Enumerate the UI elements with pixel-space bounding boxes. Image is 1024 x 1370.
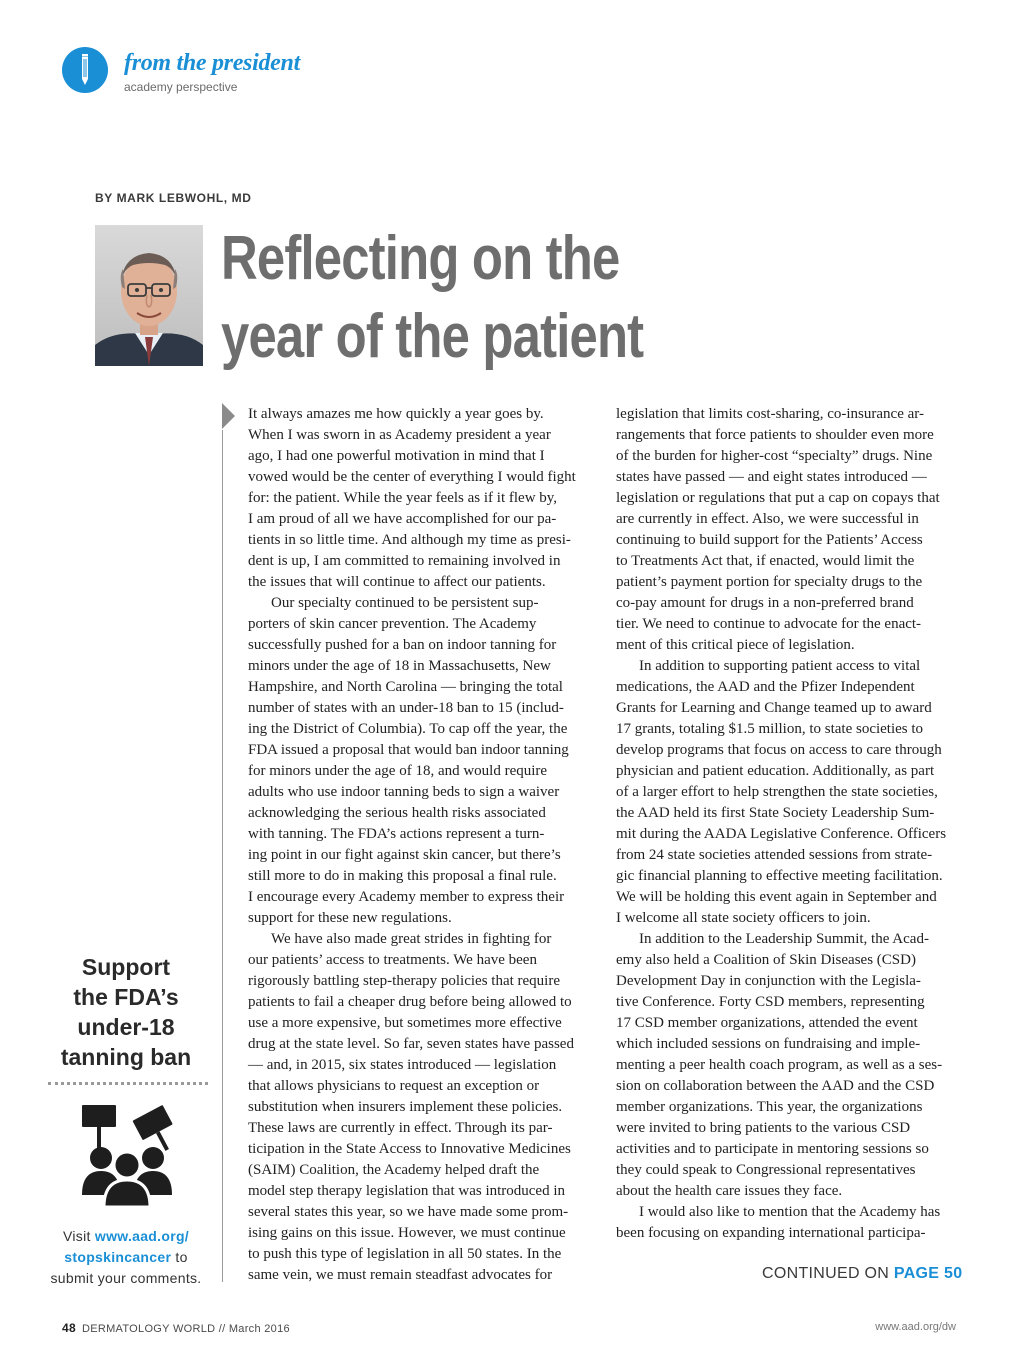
body-text-line: Development Day in conjunction with the Legisla- <box>616 973 921 989</box>
body-text-line: minors under the age of 18 in Massachusetts, New <box>248 658 551 674</box>
body-text-line: patient’s payment portion for specialty drugs to the <box>616 574 923 590</box>
body-text-line: states have passed — and eight states introduced — <box>616 469 927 485</box>
cta-link[interactable]: www.aad.org/ <box>94 1228 189 1244</box>
body-text-line: for: the patient. While the year feels as if it flew by, <box>248 490 558 506</box>
body-text-line: Our specialty continued to be persistent sup- <box>271 595 539 611</box>
body-text-line: co-pay amount for drugs in a non-preferred brand <box>616 595 914 611</box>
body-text-line: rigorously battling step-therapy policies that require <box>248 973 560 989</box>
body-text-line: to push this type of legislation in all 50 states. In the <box>248 1246 562 1262</box>
triangle-marker-icon <box>222 403 235 429</box>
body-text-line: menting a peer health coach program, as well as a ses- <box>616 1057 943 1073</box>
body-text-line: activities and to participate in mentoring sessions so <box>616 1141 929 1157</box>
footer-left <box>62 1321 290 1335</box>
cta-suffix: submit your comments. <box>50 1270 202 1286</box>
body-text-line: porters of skin cancer prevention. The Academy <box>248 616 537 632</box>
body-text-line: — and, in 2015, six states introduced — legislation <box>248 1057 557 1073</box>
body-text-line: ising gains on this issue. However, we must continue <box>248 1225 566 1241</box>
sidebar-title-line: Support <box>81 954 171 980</box>
body-text-line: that allows physicians to request an exception or <box>248 1078 540 1094</box>
body-text-line: the AAD held its first State Society Leadership Sum- <box>616 805 935 821</box>
cta-suffix: to <box>171 1249 188 1265</box>
body-text-line: vowed would be the center of everything I would fight <box>248 469 576 485</box>
publication-name: DERMATOLOGY WORLD // March 2016 <box>81 1323 290 1335</box>
continued-notice <box>762 1265 962 1283</box>
body-text-line: We have also made great strides in fighting for <box>271 931 552 947</box>
body-text-line: physician and patient education. Additionally, as part <box>616 763 935 779</box>
body-text-line: number of states with an under-18 ban to 15 (includ- <box>248 700 564 716</box>
body-text-line: drug at the state level. So far, seven states have passed <box>248 1036 574 1052</box>
body-text-line: tive Conference. Forty CSD members, representing <box>616 994 925 1010</box>
cta-prefix: Visit <box>63 1228 95 1244</box>
body-text-line: Grants for Learning and Change teamed up to award <box>616 700 932 716</box>
body-text-line: our patients’ access to treatments. We have been <box>248 952 537 968</box>
article-column-1 <box>248 404 576 1286</box>
sidebar-title <box>40 952 212 1072</box>
section-subtitle: academy perspective <box>124 80 238 94</box>
body-text-line: support for these new regulations. <box>248 910 452 926</box>
article-column-2 <box>616 404 946 1244</box>
body-text-line: legislation or regulations that put a cap on copays that <box>616 490 940 506</box>
body-text-line: still more to do in making this proposal a final rule. <box>248 868 557 884</box>
body-text-line: member organizations. This year, the organizations <box>616 1099 923 1115</box>
body-text-line: It always amazes me how quickly a year goes by. <box>248 406 544 422</box>
continued-prefix: CONTINUED ON <box>762 1265 894 1282</box>
body-text-line: (SAIM) Coalition, the Academy helped draft the <box>248 1162 540 1178</box>
body-text-line: ago, I had one powerful motivation in mind that I <box>248 448 545 464</box>
body-text-line: sion on collaboration between the AAD and the CSD <box>616 1078 935 1094</box>
body-text-line: model step therapy legislation that was introduced in <box>248 1183 566 1199</box>
body-text-line: continuing to build support for the Patients’ Access <box>616 532 923 548</box>
body-text-line: We will be holding this event again in September and <box>616 889 937 905</box>
headline <box>221 220 741 376</box>
body-text-line: they could speak to Congressional representatives <box>616 1162 916 1178</box>
body-text-line: These laws are currently in effect. Through its par- <box>248 1120 553 1136</box>
body-text-line: legislation that limits cost-sharing, co-insurance ar- <box>616 406 924 422</box>
body-text-line: patients to fail a cheaper drug before being allowed to <box>248 994 572 1010</box>
body-text-line: FDA issued a proposal that would ban indoor tanning <box>248 742 569 758</box>
body-text-line: In addition to the Leadership Summit, the Acad- <box>639 931 929 947</box>
headline-line: year of the patient <box>221 302 644 371</box>
cta-link[interactable]: stopskincancer <box>64 1249 172 1265</box>
protest-people-icon <box>74 1103 180 1209</box>
body-text-line: I would also like to mention that the Academy has <box>639 1204 941 1220</box>
body-text-line: adults who use indoor tanning beds to sign a waiver <box>248 784 560 800</box>
body-text-line: substitution when insurers implement these policies. <box>248 1099 563 1115</box>
body-text-line: ticipation in the State Access to Innovative Medicines <box>248 1141 571 1157</box>
footer-url[interactable]: www.aad.org/dw <box>875 1321 956 1333</box>
body-text-line: I welcome all state society officers to join. <box>616 910 871 926</box>
body-text-line: 17 CSD member organizations, attended the event <box>616 1015 918 1031</box>
body-text-line: mit during the AADA Legislative Conference. Officers <box>616 826 947 842</box>
column-divider <box>222 430 223 1282</box>
sidebar-title-line: under-18 <box>77 1014 175 1040</box>
body-text-line: for minors under the age of 18, and would require <box>248 763 548 779</box>
body-text-line: ment of this critical piece of legislation. <box>616 637 855 653</box>
body-text-line: Hampshire, and North Carolina — bringing the total <box>248 679 563 695</box>
body-text-line: rangements that force patients to shoulder even more <box>616 427 934 443</box>
body-text-line: of a larger effort to help strengthen the state societies, <box>616 784 938 800</box>
body-text-line: which included sessions on fundraising and imple- <box>616 1036 921 1052</box>
body-text-line: of the burden for higher-cost “specialty” drugs. Nine <box>616 448 933 464</box>
body-text-line: from 24 state societies attended sessions from strate- <box>616 847 933 863</box>
body-text-line: with tanning. The FDA’s actions represent a turn- <box>248 826 545 842</box>
sidebar-title-line: tanning ban <box>60 1044 192 1070</box>
dotted-divider <box>48 1082 208 1085</box>
byline: BY MARK LEBWOHL, MD <box>95 191 252 205</box>
body-text-line: In addition to supporting patient access to vital <box>639 658 921 674</box>
body-text-line: I am proud of all we have accomplished for our pa- <box>248 511 557 527</box>
body-text-line: develop programs that focus on access to care through <box>616 742 942 758</box>
pencil-icon <box>62 47 108 93</box>
sidebar-title-line: the FDA’s <box>73 984 179 1010</box>
body-text-line: emy also held a Coalition of Skin Diseases (CSD) <box>616 952 916 968</box>
body-text-line: gic financial planning to effective meeting facilitation. <box>616 868 943 884</box>
body-text-line: 17 grants, totaling $1.5 million, to state societies to <box>616 721 924 737</box>
body-text-line: were invited to bring patients to the various CSD <box>616 1120 911 1136</box>
body-text-line: to Treatments Act that, if enacted, would limit the <box>616 553 915 569</box>
body-text-line: dent is up, I am committed to remaining involved in <box>248 553 561 569</box>
page-number: 48 <box>62 1321 76 1335</box>
body-text-line: When I was sworn in as Academy president a year <box>248 427 551 443</box>
body-text-line: same vein, we must remain steadfast advocates for <box>248 1267 553 1283</box>
body-text-line: several states this year, so we have made some prom- <box>248 1204 569 1220</box>
author-portrait <box>95 225 203 366</box>
body-text-line: medications, the AAD and the Pfizer Independent <box>616 679 915 695</box>
body-text-line: ing the District of Columbia). To cap off the year, the <box>248 721 568 737</box>
body-text-line: tier. We need to continue to advocate for the enact- <box>616 616 922 632</box>
body-text-line: I encourage every Academy member to express their <box>248 889 565 905</box>
body-text-line: ing point in our fight against skin cancer, but there’s <box>248 847 561 863</box>
section-title: from the president <box>124 50 300 76</box>
body-text-line: are currently in effect. Also, we were successful in <box>616 511 919 527</box>
body-text-line: been focusing on expanding international participa- <box>616 1225 926 1241</box>
body-text-line: the issues that will continue to affect our patients. <box>248 574 546 590</box>
body-text-line: tients in so little time. And although my time as presi- <box>248 532 571 548</box>
body-text-line: about the health care issues they face. <box>616 1183 843 1199</box>
headline-line: Reflecting on the <box>221 224 620 293</box>
body-text-line: acknowledging the serious health risks associated <box>248 805 546 821</box>
sidebar-cta <box>30 1226 222 1289</box>
body-text-line: use a more expensive, but sometimes more effective <box>248 1015 562 1031</box>
body-text-line: successfully pushed for a ban on indoor tanning for <box>248 637 557 653</box>
continued-page-link[interactable]: PAGE 50 <box>893 1265 963 1282</box>
